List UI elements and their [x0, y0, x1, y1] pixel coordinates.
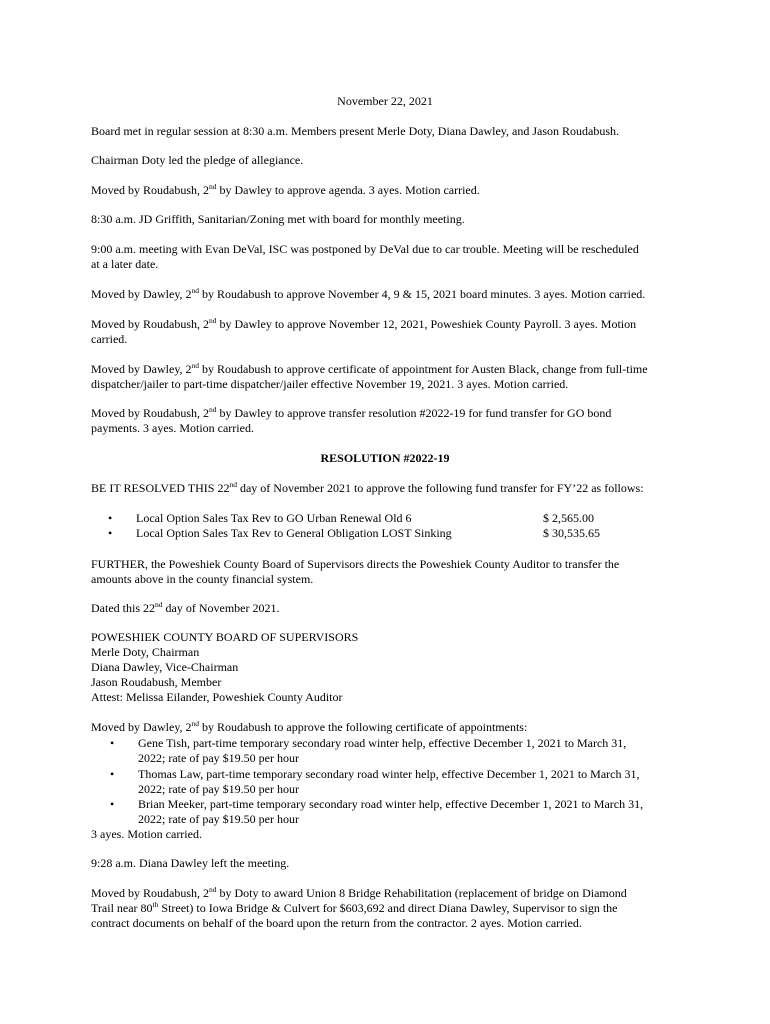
paragraph-further: FURTHER, the Poweshiek County Board of Supervisors directs the Poweshiek County Auditor to transfer the amounts above in the county financial system.: [91, 557, 620, 586]
paragraph-griffith: 8:30 a.m. JD Griffith, Sanitarian/Zoning met with board for monthly meeting.: [91, 212, 465, 226]
paragraph-agenda: Moved by Roudabush, 2nd by Dawley to approve agenda. 3 ayes. Motion carried.: [91, 182, 480, 197]
transfer-label: Local Option Sales Tax Rev to General Obligation LOST Sinking: [136, 526, 452, 540]
appointments-result: 3 ayes. Motion carried.: [91, 827, 202, 841]
paragraph-dated: Dated this 22nd day of November 2021.: [91, 600, 280, 615]
board-signatures: [91, 630, 691, 705]
transfer-amount: $ 2,565.00: [543, 511, 594, 525]
board-member: Merle Doty, Chairman: [91, 645, 200, 659]
board-title: POWESHIEK COUNTY BOARD OF SUPERVISORS: [91, 630, 359, 644]
paragraph-deval: 9:00 a.m. meeting with Evan DeVal, ISC was postponed by DeVal due to car trouble. Meeting will be rescheduled at a later date.: [91, 242, 639, 271]
appointment-item: • Brian Meeker, part-time temporary secondary road winter help, effective December 1, 2021 to March 31, 2022; rate of pay $19.50 per hour: [110, 797, 644, 826]
paragraph-minutes: Moved by Dawley, 2nd by Roudabush to approve November 4, 9 & 15, 2021 board minutes. 3 ayes. Motion carried.: [91, 286, 646, 301]
resolution-statement: BE IT RESOLVED THIS 22nd day of November 2021 to approve the following fund transfer for FY’22 as follows:: [91, 480, 644, 495]
bullet-icon: •: [110, 767, 115, 781]
board-attest: Attest: Melissa Eilander, Poweshiek County Auditor: [91, 690, 343, 704]
bullet-icon: •: [108, 511, 113, 525]
board-member: Diana Dawley, Vice-Chairman: [91, 660, 239, 674]
paragraph-payroll: Moved by Roudabush, 2nd by Dawley to approve November 12, 2021, Poweshiek County Payroll. 3 ayes. Motion carried.: [91, 316, 637, 346]
appointments-intro: Moved by Dawley, 2nd by Roudabush to approve the following certificate of appointments:: [91, 719, 528, 734]
appointment-item: • Thomas Law, part-time temporary secondary road winter help, effective December 1, 2021 to March 31, 2022; rate of pay $19.50 per hour: [110, 767, 640, 796]
paragraph-pledge: Chairman Doty led the pledge of allegiance.: [91, 153, 304, 167]
appointment-item: • Gene Tish, part-time temporary secondary road winter help, effective December 1, 2021 to March 31, 2022; rate of pay $19.50 per hour: [110, 736, 627, 765]
resolution-title: RESOLUTION #2022-19: [320, 451, 450, 465]
transfer-amount: $ 30,535.65: [543, 526, 600, 540]
meeting-date: November 22, 2021: [337, 94, 433, 108]
bullet-icon: •: [110, 736, 115, 750]
paragraph-transfer: Moved by Roudabush, 2nd by Dawley to approve transfer resolution #2022-19 for fund transfer for GO bond payments. 3 ayes. Motion carried.: [91, 405, 612, 435]
paragraph-bridge: Moved by Roudabush, 2nd by Doty to award Union 8 Bridge Rehabilitation (replacement of bridge on Diamond Trail near 80th Street) to Iowa Bridge & Culvert for $603,692 and direct Diana Dawley, Supervisor to sign the contract documents on behalf of the board upon the return from the contractor. 2 ayes. Motion carried.: [91, 885, 627, 930]
transfer-item: [108, 511, 688, 526]
bullet-icon: •: [110, 797, 115, 811]
paragraph-dawley-left: 9:28 a.m. Diana Dawley left the meeting.: [91, 856, 290, 870]
paragraph-session: Board met in regular session at 8:30 a.m. Members present Merle Doty, Diana Dawley, and Jason Roudabush.: [91, 124, 619, 138]
bullet-icon: •: [108, 526, 113, 540]
transfer-item: [108, 526, 688, 541]
board-member: Jason Roudabush, Member: [91, 675, 222, 689]
transfer-label: Local Option Sales Tax Rev to GO Urban Renewal Old 6: [136, 511, 412, 525]
paragraph-austen-black: Moved by Dawley, 2nd by Roudabush to approve certificate of appointment for Austen Black, change from full-time dispatcher/jailer to part-time dispatcher/jailer effective November 19, 2021. 3 ayes. Motion carried.: [91, 361, 648, 391]
